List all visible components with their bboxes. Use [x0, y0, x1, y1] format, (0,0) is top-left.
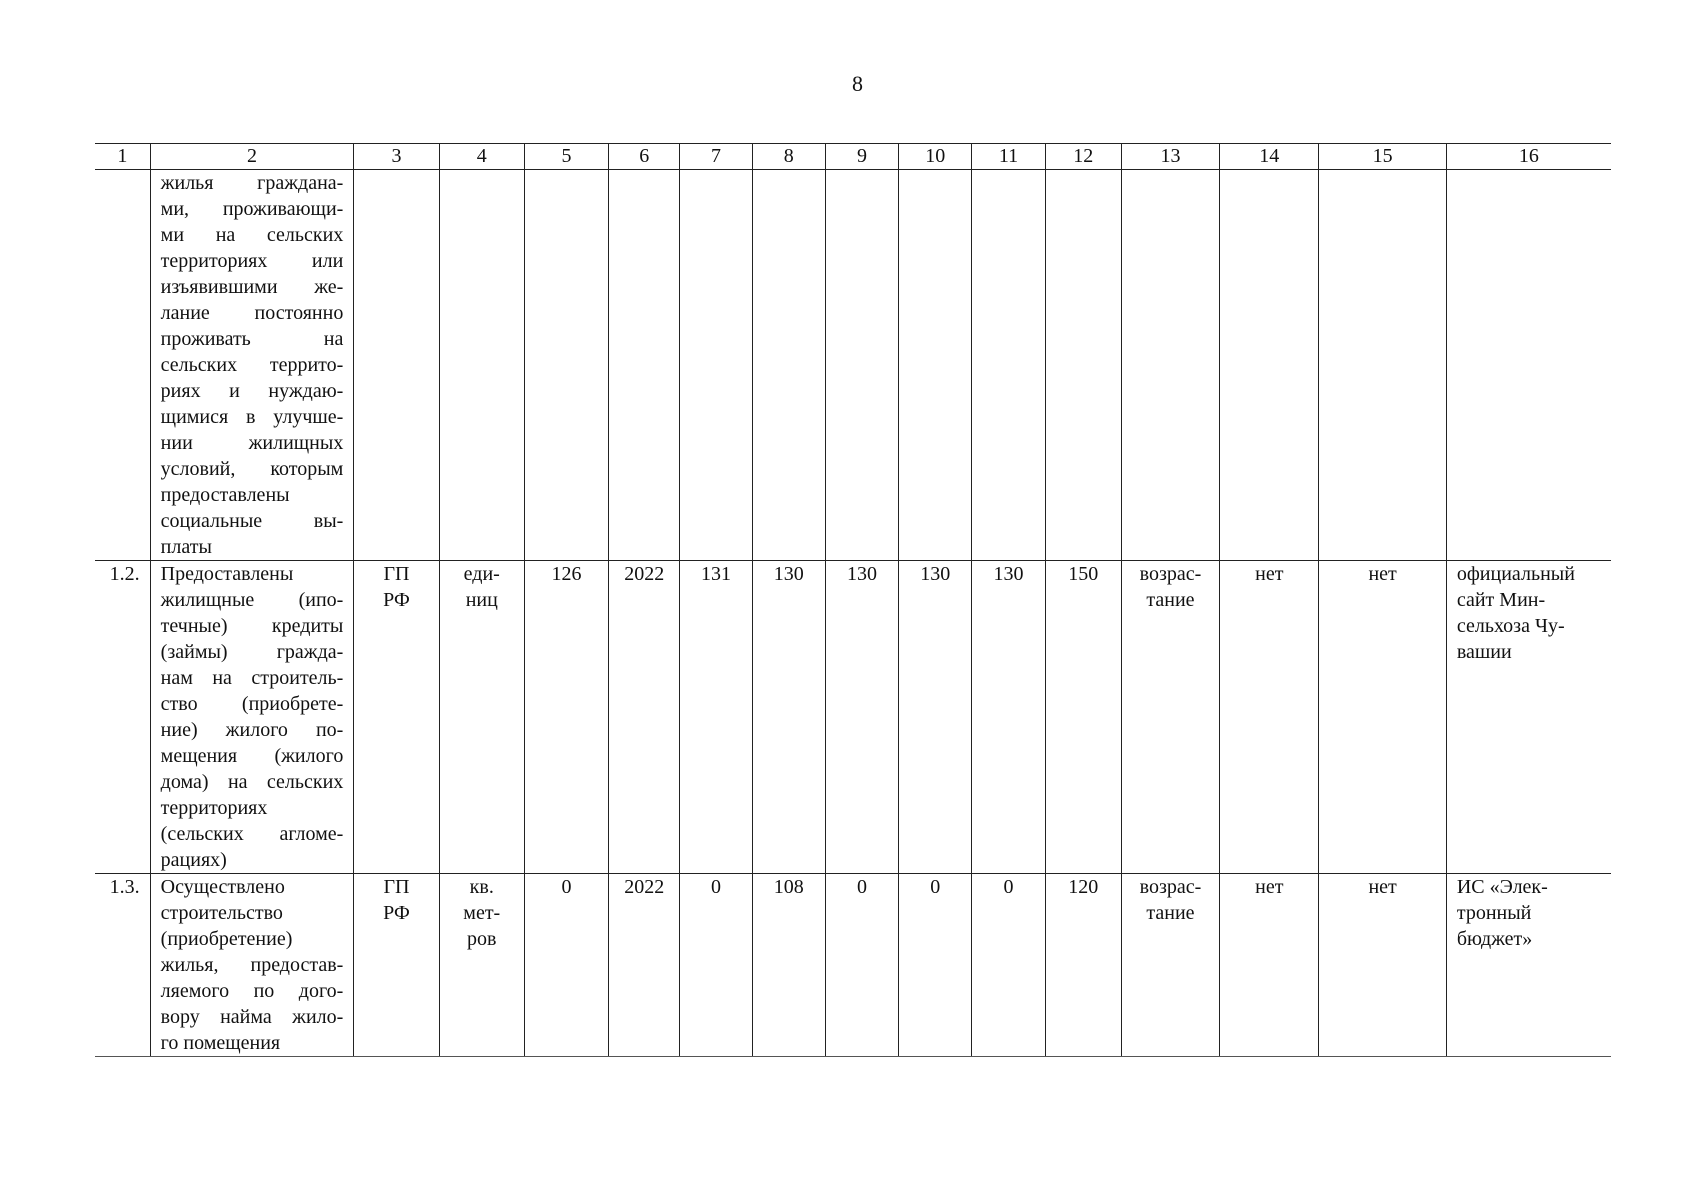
level-line: РФ [383, 902, 410, 924]
column-header: 3 [354, 144, 439, 170]
name-line: ляемого по дого- [160, 980, 344, 1002]
name-line: сельских террито- [160, 354, 344, 376]
name-line: жилья, предостав- [160, 954, 344, 976]
name-line: (займы) гражда- [160, 641, 344, 663]
unit-cell [439, 170, 524, 561]
column-header: 7 [680, 144, 752, 170]
level-line: ГП [383, 876, 410, 898]
trend-cell [1121, 561, 1219, 874]
value-cell [680, 170, 752, 561]
row-number: 1.3. [95, 874, 150, 1057]
name-line: строительство [160, 902, 283, 924]
value-cell: 130 [752, 561, 825, 874]
header-row [95, 144, 1611, 170]
value-cell: 130 [825, 561, 898, 874]
col14-cell: нет [1220, 561, 1319, 874]
row-number [95, 170, 150, 561]
base-year-cell: 2022 [609, 561, 680, 874]
name-line: рациях) [160, 849, 227, 871]
value-cell [825, 170, 898, 561]
column-header: 1 [95, 144, 150, 170]
column-header: 9 [825, 144, 898, 170]
column-header: 15 [1319, 144, 1446, 170]
base-value-cell [524, 170, 608, 561]
col15-cell [1319, 170, 1446, 561]
value-cell: 150 [1045, 561, 1121, 874]
level-line: РФ [383, 589, 410, 611]
unit-line: кв. [469, 876, 494, 898]
source-line: тронный [1456, 902, 1532, 924]
name-line: социальные вы- [160, 510, 344, 532]
table-row [95, 874, 1611, 1057]
level-cell [354, 170, 439, 561]
unit-cell [439, 561, 524, 874]
source-cell [1446, 170, 1611, 561]
name-line: го помещения [160, 1032, 281, 1054]
unit-line: ров [467, 928, 497, 950]
table-row [95, 561, 1611, 874]
name-line: Осуществлено [160, 876, 285, 898]
table-row [95, 170, 1611, 561]
value-cell [752, 170, 825, 561]
source-line: официальный [1456, 563, 1575, 585]
name-line: ми на сельских [160, 224, 344, 246]
column-header: 13 [1121, 144, 1219, 170]
name-line: течные) кредиты [160, 615, 344, 637]
unit-line: мет- [463, 902, 501, 924]
unit-line: ниц [465, 589, 498, 611]
trend-line: тание [1146, 589, 1195, 611]
name-line: нам на строитель- [160, 667, 344, 689]
col14-cell: нет [1220, 874, 1319, 1057]
level-cell [354, 874, 439, 1057]
col15-cell: нет [1319, 874, 1446, 1057]
column-header: 14 [1220, 144, 1319, 170]
column-header: 2 [150, 144, 354, 170]
name-line: жилищные (ипо- [160, 589, 344, 611]
column-header: 16 [1446, 144, 1611, 170]
value-cell: 108 [752, 874, 825, 1057]
source-cell [1446, 561, 1611, 874]
base-year-cell [609, 170, 680, 561]
name-line: ние) жилого по- [160, 719, 344, 741]
indicator-name [150, 170, 354, 561]
column-header: 6 [609, 144, 680, 170]
name-line: нии жилищных [160, 432, 344, 454]
value-cell [972, 170, 1045, 561]
name-line: изъявившими же- [160, 276, 344, 298]
unit-cell [439, 874, 524, 1057]
name-line: (приобретение) [160, 928, 293, 950]
source-line: вашии [1456, 641, 1512, 663]
base-year-cell: 2022 [609, 874, 680, 1057]
source-cell [1446, 874, 1611, 1057]
col14-cell [1220, 170, 1319, 561]
name-line: платы [160, 536, 212, 558]
value-cell: 0 [972, 874, 1045, 1057]
value-cell: 120 [1045, 874, 1121, 1057]
name-line: дома) на сельских [160, 771, 344, 793]
value-cell: 131 [680, 561, 752, 874]
trend-line: возрас- [1139, 876, 1202, 898]
level-line: ГП [383, 563, 410, 585]
name-line: лание постоянно [160, 302, 344, 324]
name-line: Предоставлены [160, 563, 294, 585]
trend-cell [1121, 170, 1219, 561]
value-cell [1045, 170, 1121, 561]
name-line: вору найма жило- [160, 1006, 344, 1028]
column-header: 5 [524, 144, 608, 170]
source-line: сельхоза Чу- [1456, 615, 1565, 637]
name-line: (сельских агломе- [160, 823, 344, 845]
level-cell [354, 561, 439, 874]
unit-line: еди- [463, 563, 500, 585]
col15-cell: нет [1319, 561, 1446, 874]
value-cell: 0 [680, 874, 752, 1057]
source-line: ИС «Элек- [1456, 876, 1548, 898]
value-cell [899, 170, 972, 561]
row-number: 1.2. [95, 561, 150, 874]
column-header: 8 [752, 144, 825, 170]
name-line: проживать на [160, 328, 344, 350]
base-value-cell: 0 [524, 874, 608, 1057]
name-line: жилья гражданa- [160, 172, 344, 194]
value-cell: 0 [899, 874, 972, 1057]
source-line: бюджет» [1456, 928, 1533, 950]
name-line: территориях [160, 797, 268, 819]
column-header: 10 [899, 144, 972, 170]
trend-line: тание [1146, 902, 1195, 924]
name-line: ми, проживающи- [160, 198, 344, 220]
trend-line: возрас- [1139, 563, 1202, 585]
name-line: предоставлены [160, 484, 290, 506]
name-line: ство (приобрете- [160, 693, 344, 715]
column-header: 12 [1045, 144, 1121, 170]
value-cell: 130 [972, 561, 1045, 874]
value-cell: 0 [825, 874, 898, 1057]
value-cell: 130 [899, 561, 972, 874]
name-line: щимися в улучше- [160, 406, 344, 428]
name-line: мещения (жилого [160, 745, 344, 767]
indicator-name [150, 874, 354, 1057]
column-header: 11 [972, 144, 1045, 170]
page-number: 8 [852, 71, 863, 96]
name-line: территориях или [160, 250, 344, 272]
column-header: 4 [439, 144, 524, 170]
source-line: сайт Мин- [1456, 589, 1546, 611]
base-value-cell: 126 [524, 561, 608, 874]
name-line: риях и нуждаю- [160, 380, 344, 402]
name-line: условий, которым [160, 458, 344, 480]
indicator-name [150, 561, 354, 874]
indicators-table [95, 143, 1611, 1057]
trend-cell [1121, 874, 1219, 1057]
